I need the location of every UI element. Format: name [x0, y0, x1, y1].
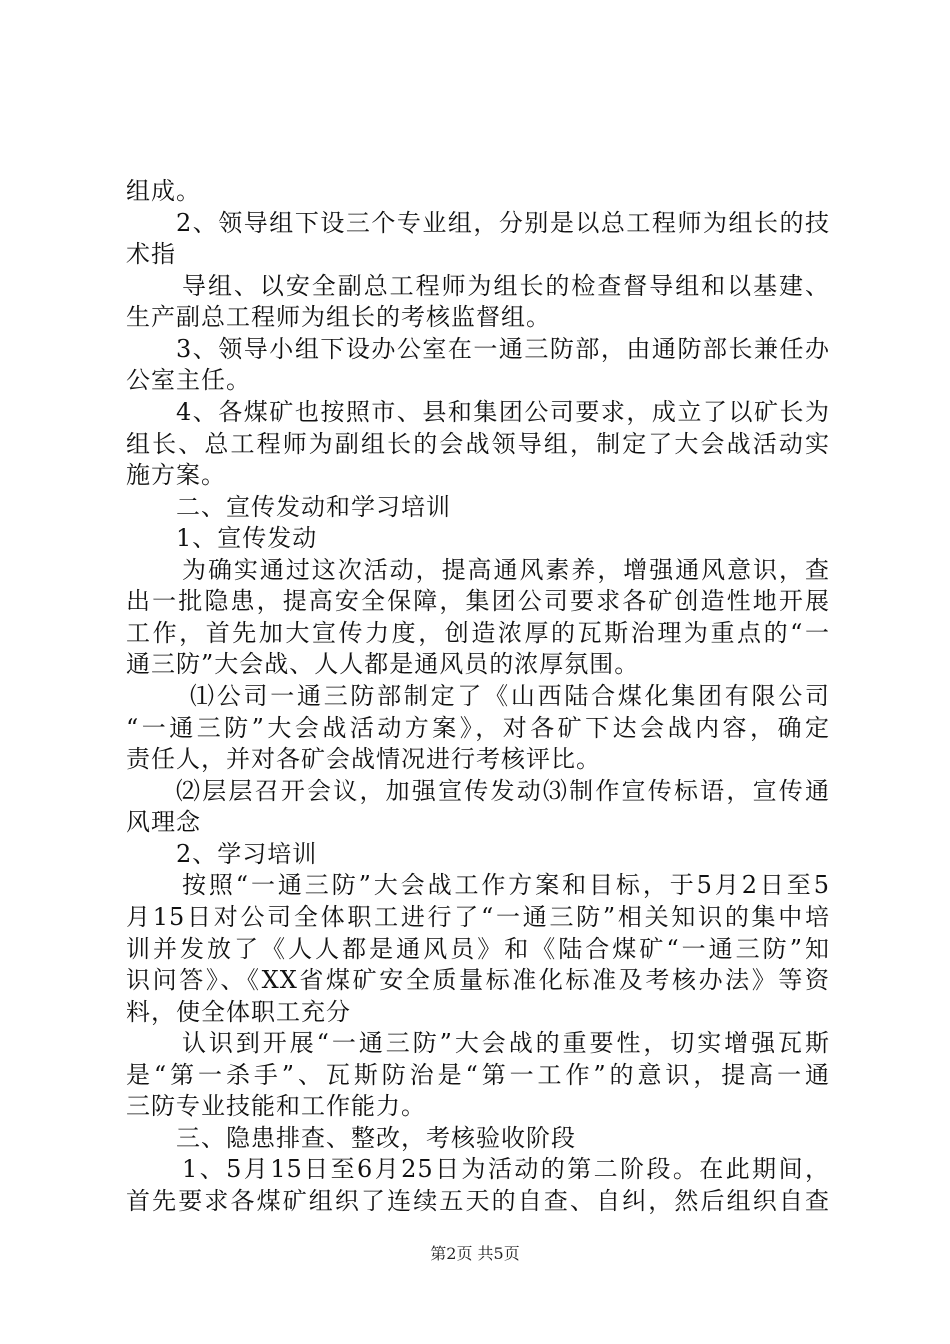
- text-line: 公室主任。: [126, 366, 251, 394]
- section-heading: 三、隐患排查、整改，考核验收阶段: [176, 1124, 576, 1152]
- text-line: 三防专业技能和工作能力。: [126, 1092, 426, 1120]
- text-line: “一通三防”大会战活动方案》，对各矿下达会战内容，确定: [126, 714, 830, 742]
- text-line: 为确实通过这次活动，提高通风素养，增强通风意识，查: [182, 556, 830, 584]
- text-line: ⑵层层召开会议，加强宣传发动⑶制作宣传标语，宣传通: [176, 777, 830, 805]
- text-line: 月15日对公司全体职工进行了“一通三防”相关知识的集中培: [126, 903, 830, 931]
- page-footer: [0, 1244, 950, 1264]
- text-line: 工作，首先加大宣传力度，创造浓厚的瓦斯治理为重点的“一: [126, 619, 830, 647]
- text-line: 认识到开展“一通三防”大会战的重要性，切实增强瓦斯: [182, 1029, 830, 1057]
- text-line: 4、各煤矿也按照市、县和集团公司要求，成立了以矿长为: [176, 398, 830, 426]
- text-line: ⑴公司一通三防部制定了《山西陆合煤化集团有限公司: [190, 682, 830, 710]
- text-line: 1、5月15日至6月25日为活动的第二阶段。在此期间，: [182, 1155, 830, 1183]
- text-line: 首先要求各煤矿组织了连续五天的自查、自纠，然后组织自查: [126, 1187, 830, 1215]
- subsection-heading: 2、学习培训: [176, 840, 318, 868]
- text-line: 责任人，并对各矿会战情况进行考核评比。: [126, 745, 601, 773]
- section-heading: 二、宣传发动和学习培训: [176, 493, 451, 521]
- text-line: 施方案。: [126, 461, 226, 489]
- text-line: 组长、总工程师为副组长的会战领导组，制定了大会战活动实: [126, 430, 830, 458]
- text-line: 组成。: [126, 177, 201, 205]
- text-line: 训并发放了《人人都是通风员》和《陆合煤矿“一通三防”知: [126, 935, 830, 963]
- text-line: 风理念: [126, 808, 201, 836]
- text-line: 识问答》、《XX省煤矿安全质量标准化标准及考核办法》等资: [126, 966, 830, 994]
- text-line: 生产副总工程师为组长的考核监督组。: [126, 303, 551, 331]
- text-line: 术指: [126, 240, 176, 268]
- text-line: 导组、以安全副总工程师为组长的检查督导组和以基建、: [182, 272, 830, 300]
- text-line: 料，使全体职工充分: [126, 998, 351, 1026]
- page-number: 第2页 共5页: [430, 1244, 520, 1263]
- text-line: 是“第一杀手”、瓦斯防治是“第一工作”的意识，提高一通: [126, 1061, 830, 1089]
- text-line: 出一批隐患，提高安全保障，集团公司要求各矿创造性地开展: [126, 587, 830, 615]
- text-line: 通三防”大会战、人人都是通风员的浓厚氛围。: [126, 650, 640, 678]
- text-line: 按照“一通三防”大会战工作方案和目标，于5月2日至5: [182, 871, 830, 899]
- text-line: 2、领导组下设三个专业组，分别是以总工程师为组长的技: [176, 209, 830, 237]
- text-line: 3、领导小组下设办公室在一通三防部，由通防部长兼任办: [176, 335, 830, 363]
- subsection-heading: 1、宣传发动: [176, 524, 318, 552]
